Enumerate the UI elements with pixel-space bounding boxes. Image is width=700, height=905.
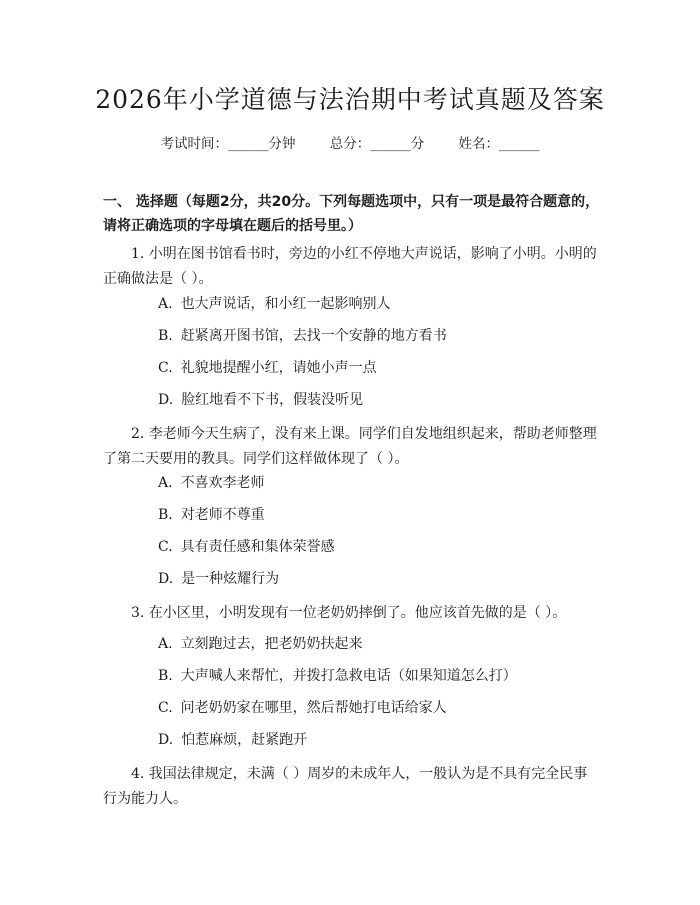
question-1: 1. 小明在图书馆看书时，旁边的小红不停地大声说话，影响了小明。小明的正确做法是（ ）。 bbox=[103, 246, 597, 287]
option-text: 不喜欢李老师 bbox=[180, 475, 265, 491]
question-3-option-c bbox=[158, 698, 447, 718]
question-4: 4. 我国法律规定，未满（ ）周岁的未成年人，一般认为是不具有完全民事行为能力人。 bbox=[103, 766, 588, 807]
question-1-option-a bbox=[158, 294, 391, 314]
question-3-option-b bbox=[158, 666, 517, 686]
option-letter: B. bbox=[158, 507, 173, 523]
question-1-option-b bbox=[158, 326, 447, 346]
question-3-option-a bbox=[158, 634, 363, 654]
option-letter: C. bbox=[158, 539, 173, 555]
option-text: 怕惹麻烦，赶紧跑开 bbox=[181, 732, 308, 748]
section-heading: 一、 选择题（每题2分，共20分。下列每题选项中，只有一项是最符合题意的，请将正确选项的字母填在题后的括号里。） bbox=[103, 194, 600, 234]
question-2: 2. 李老师今天生病了，没有来上课。同学们自发地组织起来，帮助老师整理了第二天要用的教具。同学们这样做体现了（ ）。 bbox=[103, 426, 597, 467]
exam-meta bbox=[0, 132, 700, 152]
option-letter: A. bbox=[158, 475, 173, 491]
option-text: 对老师不尊重 bbox=[180, 507, 265, 523]
option-text: 赶紧离开图书馆，去找一个安静的地方看书 bbox=[180, 328, 447, 344]
total-score-field: 总分：______分 bbox=[329, 136, 425, 152]
option-letter: C. bbox=[158, 360, 173, 376]
student-name-field: 姓名：______ bbox=[458, 136, 540, 152]
option-text: 脸红地看不下书，假装没听见 bbox=[181, 392, 364, 408]
option-letter: A. bbox=[158, 296, 173, 312]
option-text: 具有责任感和集体荣誉感 bbox=[180, 539, 335, 555]
option-letter: C. bbox=[158, 700, 173, 716]
option-letter: A. bbox=[158, 636, 173, 652]
option-text: 立刻跑过去，把老奶奶扶起来 bbox=[180, 636, 363, 652]
option-letter: D. bbox=[158, 392, 174, 408]
exam-time-field: 考试时间：______分钟 bbox=[160, 136, 296, 152]
option-letter: B. bbox=[158, 668, 173, 684]
option-letter: D. bbox=[158, 732, 174, 748]
option-text: 问老奶奶家在哪里，然后帮她打电话给家人 bbox=[180, 700, 447, 716]
option-text: 礼貌地提醒小红，请她小声一点 bbox=[180, 360, 377, 376]
option-text: 大声喊人来帮忙，并拨打急救电话（如果知道怎么打） bbox=[180, 668, 517, 684]
question-1-option-c bbox=[158, 358, 377, 378]
option-letter: B. bbox=[158, 328, 173, 344]
option-letter: D. bbox=[158, 571, 174, 587]
question-1-option-d bbox=[158, 390, 363, 410]
option-text: 是一种炫耀行为 bbox=[181, 571, 280, 587]
question-3-option-d bbox=[158, 730, 307, 750]
page-title: 2026年小学道德与法治期中考试真题及答案 bbox=[95, 85, 605, 114]
question-2-option-b bbox=[158, 505, 265, 525]
option-text: 也大声说话，和小红一起影响别人 bbox=[180, 296, 391, 312]
question-2-option-d bbox=[158, 569, 279, 589]
question-2-option-a bbox=[158, 473, 265, 493]
question-2-option-c bbox=[158, 537, 335, 557]
question-3: 3. 在小区里，小明发现有一位老奶奶摔倒了。他应该首先做的是（ ）。 bbox=[131, 605, 567, 621]
